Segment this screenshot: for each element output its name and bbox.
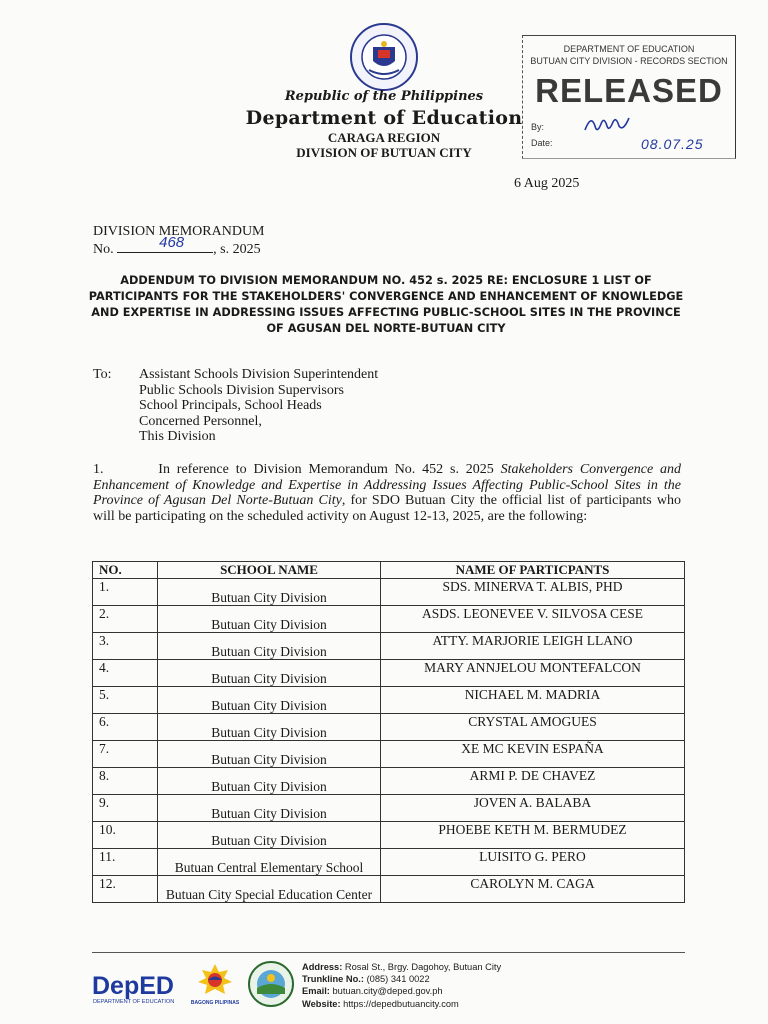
region-name: CARAGA REGION — [327, 130, 441, 145]
deped-logo-icon — [92, 970, 184, 1006]
row-participant: ASDS. LEONEVEE V. SILVOSA CESE — [381, 606, 685, 633]
header-no: NO. — [93, 562, 158, 579]
row-no: 7. — [93, 741, 158, 768]
department-heading: Department of Education — [245, 107, 523, 129]
para-number: 1. — [93, 462, 104, 477]
table-row — [93, 633, 685, 660]
row-no: 12. — [93, 876, 158, 903]
recipient: Public Schools Division Supervisors — [139, 382, 344, 398]
row-school: Butuan City Division — [158, 822, 381, 849]
recipient: Assistant Schools Division Superintendent — [139, 367, 379, 382]
row-participant: NICHAEL M. MADRIA — [381, 687, 685, 714]
deped-seal-icon — [349, 22, 419, 92]
table-row — [93, 714, 685, 741]
row-school: Butuan City Division — [158, 741, 381, 768]
stamp-by-label: By: — [531, 122, 545, 132]
republic-heading: Republic of the Philippines — [284, 89, 484, 104]
stamp-line-1: DEPARTMENT OF EDUCATION — [563, 44, 695, 54]
website-label: Website: — [302, 998, 341, 1009]
footer-divider — [92, 952, 685, 953]
memo-number — [93, 234, 261, 258]
signature-icon — [581, 112, 641, 138]
bagong-pilipinas-logo-icon — [190, 960, 240, 1006]
memo-type: DIVISION MEMORANDUM — [93, 224, 265, 239]
row-school: Butuan City Division — [158, 660, 381, 687]
region-heading — [250, 130, 518, 160]
released-stamp — [522, 35, 736, 159]
row-participant: SDS. MINERVA T. ALBIS, PHD — [381, 579, 685, 606]
division-seal-icon — [246, 960, 296, 1008]
logo-sub: DEPARTMENT OF EDUCATION — [93, 999, 175, 1005]
table-row — [93, 849, 685, 876]
row-no: 3. — [93, 633, 158, 660]
memo-no-blank — [117, 234, 213, 253]
trunkline-label: Trunkline No.: — [302, 974, 364, 985]
row-school: Butuan Central Elementary School — [158, 849, 381, 876]
table-header-row — [93, 562, 685, 579]
table-row — [93, 606, 685, 633]
website-link[interactable]: https://depedbutuancity.com — [343, 998, 459, 1009]
para-activity-title: Stakeholders Convergence and Enhancement of Knowledge and Expertise in Addressing Issues Affecting Public-School Sites in the Province of Agusan Del Norte-Butuan City — [93, 462, 682, 509]
row-no: 8. — [93, 768, 158, 795]
row-no: 6. — [93, 714, 158, 741]
table-row — [93, 822, 685, 849]
header-school: SCHOOL NAME — [158, 562, 381, 579]
row-participant: XE MC KEVIN ESPAÑA — [381, 741, 685, 768]
row-no: 9. — [93, 795, 158, 822]
row-no: 10. — [93, 822, 158, 849]
row-no: 2. — [93, 606, 158, 633]
row-school: Butuan City Division — [158, 768, 381, 795]
table-row — [93, 579, 685, 606]
recipient-list — [139, 367, 378, 445]
memo-no-value: 468 — [159, 234, 185, 251]
address-value: Rosal St., Brgy. Dagohoy, Butuan City — [344, 962, 502, 972]
website-line — [302, 998, 501, 1010]
division-name: DIVISION OF BUTUAN CITY — [296, 145, 472, 160]
recipient: Concerned Personnel, — [139, 413, 262, 429]
recipient: This Division — [139, 429, 216, 445]
stamp-date-value: 08.07.25 — [641, 136, 704, 152]
row-participant: ARMI P. DE CHAVEZ — [381, 768, 685, 795]
bagong-text: BAGONG PILIPINAS — [190, 1000, 240, 1006]
row-participant: PHOEBE KETH M. BERMUDEZ — [381, 822, 685, 849]
footer-contact — [302, 961, 501, 1010]
row-school: Butuan City Special Education Center — [158, 876, 381, 903]
stamp-line-2: BUTUAN CITY DIVISION - RECORDS SECTION — [530, 56, 728, 66]
header-participants: NAME OF PARTICPANTS — [381, 562, 685, 579]
row-school: Butuan City Division — [158, 795, 381, 822]
stamp-status: RELEASED — [535, 72, 723, 109]
row-school: Butuan City Division — [158, 579, 381, 606]
para-rest: , for SDO Butuan City the official list of participants who will be participating on the scheduled activity on August 12-13, 2025, are the following: — [93, 493, 681, 524]
memo-date: 6 Aug 2025 — [514, 176, 580, 191]
table-row — [93, 768, 685, 795]
table-row — [93, 687, 685, 714]
table-row — [93, 795, 685, 822]
row-school: Butuan City Division — [158, 714, 381, 741]
row-no: 4. — [93, 660, 158, 687]
trunkline-value: (085) 341 0022 — [366, 974, 430, 985]
row-school: Butuan City Division — [158, 606, 381, 633]
participants-table — [92, 561, 685, 903]
table-row — [93, 876, 685, 903]
table-row — [93, 741, 685, 768]
address-label: Address: — [302, 962, 343, 972]
memo-no-label: No. — [93, 242, 114, 257]
recipient: School Principals, School Heads — [139, 398, 322, 414]
row-participant: ATTY. MARJORIE LEIGH LLANO — [381, 633, 685, 660]
body-paragraph — [93, 462, 681, 524]
email-line — [302, 985, 501, 997]
row-participant: CAROLYN M. CAGA — [381, 876, 685, 903]
memo-series: , s. 2025 — [213, 242, 261, 257]
memo-subject: ADDENDUM TO DIVISION MEMORANDUM NO. 452 s. 2025 RE: ENCLOSURE 1 LIST OF PARTICIPANTS FOR THE STAKEHOLDERS' CONVERGENCE AND ENHANCEMENT OF KNOWLEDGE AND EXPERTISE IN ADDRESSING ISSUES AFFECTING PUBLIC-SCHOOL SITES IN THE PROVINCE OF AGUSAN DEL NORTE-BUTUAN CITY — [88, 274, 684, 335]
row-no: 11. — [93, 849, 158, 876]
row-participant: JOVEN A. BALABA — [381, 795, 685, 822]
email-value[interactable]: butuan.city@deped.gov.ph — [332, 986, 443, 997]
row-school: Butuan City Division — [158, 687, 381, 714]
row-participant: MARY ANNJELOU MONTEFALCON — [381, 660, 685, 687]
row-school: Butuan City Division — [158, 633, 381, 660]
row-participant: CRYSTAL AMOGUES — [381, 714, 685, 741]
trunkline-line — [302, 973, 501, 985]
stamp-date-label: Date: — [531, 138, 553, 148]
to-label: To: — [93, 367, 112, 382]
row-participant: LUISITO G. PERO — [381, 849, 685, 876]
row-no: 5. — [93, 687, 158, 714]
logo-text: DepED — [92, 972, 174, 1000]
row-no: 1. — [93, 579, 158, 606]
address-line — [302, 961, 501, 973]
para-intro: In reference to Division Memorandum No. 452 s. 2025 — [158, 462, 494, 477]
email-label: Email: — [302, 986, 330, 997]
table-row — [93, 660, 685, 687]
